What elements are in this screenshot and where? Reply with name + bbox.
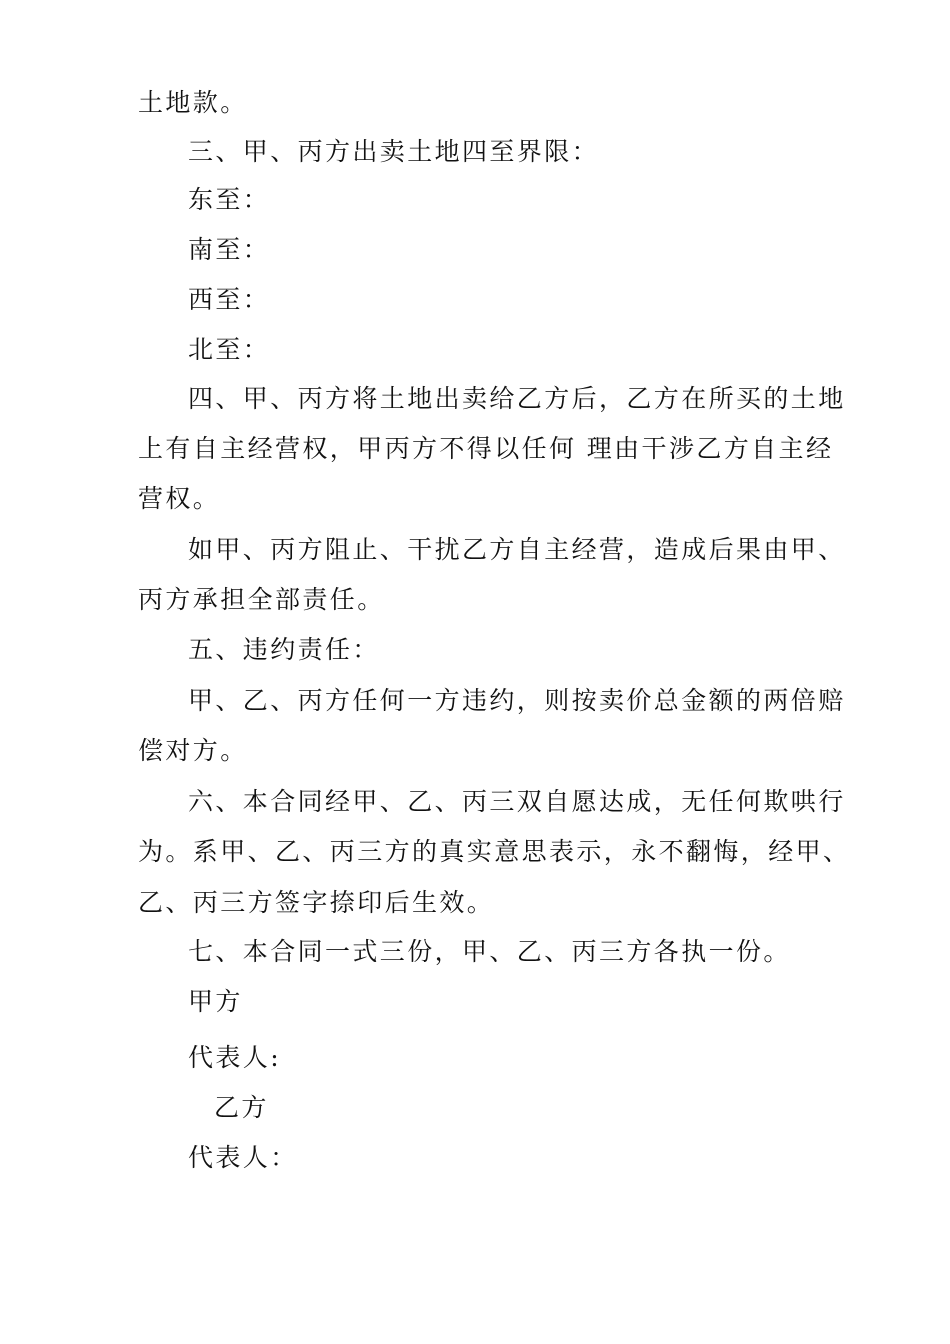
section-heading-boundaries: 三、甲、丙方出卖土地四至界限： bbox=[188, 137, 600, 166]
text-line: 乙、丙三方签字捺印后生效。 bbox=[138, 888, 495, 917]
text-line: 偿对方。 bbox=[138, 736, 248, 765]
party-b-representative: 代表人： bbox=[188, 1143, 298, 1172]
text-line: 六、本合同经甲、乙、丙三双自愿达成，无任何欺哄行 bbox=[188, 787, 846, 816]
text-line: 丙方承担全部责任。 bbox=[138, 585, 385, 614]
boundary-east: 东至： bbox=[188, 185, 271, 214]
text-line: 上有自主经营权，甲丙方不得以任何 理由干涉乙方自主经 bbox=[138, 434, 834, 463]
party-a-representative: 代表人: bbox=[188, 1043, 282, 1072]
text-line: 甲、乙、丙方任何一方违约，则按卖价总金额的两倍赔 bbox=[188, 686, 846, 715]
party-a-label: 甲方 bbox=[188, 987, 243, 1016]
section-heading-liability: 五、违约责任： bbox=[188, 635, 380, 664]
boundary-west: 西至： bbox=[188, 285, 271, 314]
text-line: 四、甲、丙方将土地出卖给乙方后，乙方在所买的土地 bbox=[188, 384, 846, 413]
boundary-north: 北至： bbox=[188, 335, 271, 364]
text-line: 土地款。 bbox=[138, 88, 248, 117]
text-line: 营权。 bbox=[138, 484, 221, 513]
party-b-label: 乙方 bbox=[214, 1093, 269, 1122]
text-line: 为。系甲、乙、丙三方的真实意思表示，永不翻悔，经甲、 bbox=[138, 837, 851, 866]
text-line: 七、本合同一式三份，甲、乙、丙三方各执一份。 bbox=[188, 937, 791, 966]
boundary-south: 南至： bbox=[188, 235, 271, 264]
text-line: 如甲、丙方阻止、干扰乙方自主经营，造成后果由甲、 bbox=[188, 535, 846, 564]
